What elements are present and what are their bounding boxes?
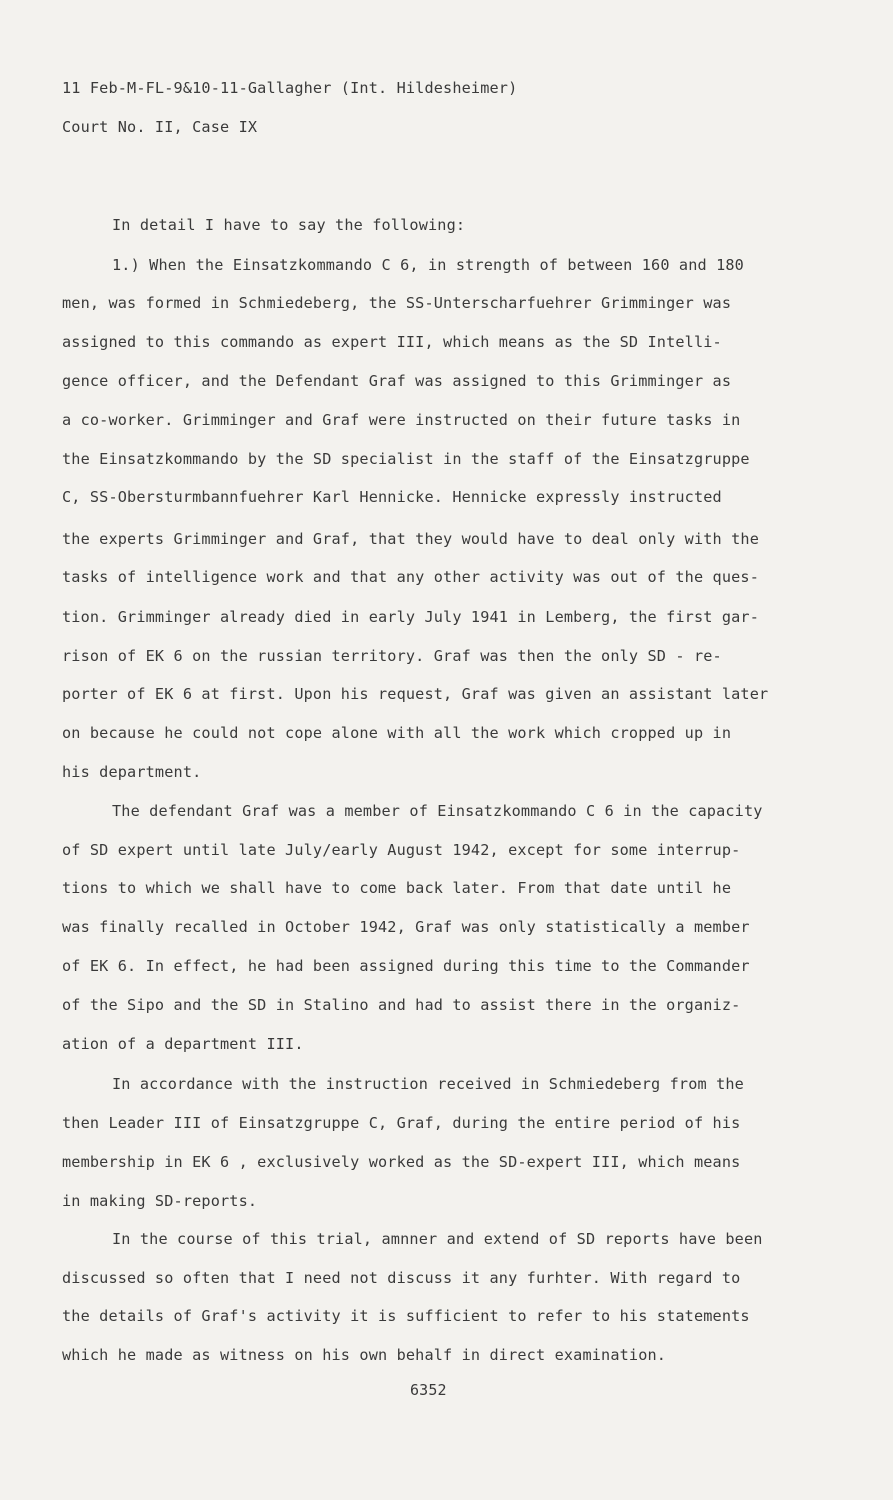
body-line: membership in EK 6 , exclusively worked as the SD-expert III, which means [62, 1153, 741, 1171]
body-line: which he made as witness on his own behalf in direct examination. [62, 1346, 667, 1364]
body-line: a co-worker. Grimminger and Graf were instructed on their future tasks in [62, 411, 741, 429]
body-line: then Leader III of Einsatzgruppe C, Graf, during the entire period of his [62, 1114, 741, 1132]
body-line: of EK 6. In effect, he had been assigned during this time to the Commander [62, 957, 750, 975]
body-line: ation of a department III. [62, 1035, 304, 1053]
body-line: assigned to this commando as expert III, which means as the SD Intelli- [62, 333, 722, 351]
body-line: rison of EK 6 on the russian territory. Graf was then the only SD - re- [62, 647, 722, 665]
body-line: the experts Grimminger and Graf, that they would have to deal only with the [62, 530, 760, 548]
body-line: tions to which we shall have to come back later. From that date until he [62, 879, 732, 897]
body-line: The defendant Graf was a member of Einsatzkommando C 6 in the capacity [112, 802, 763, 820]
body-line: the Einsatzkommando by the SD specialist in the staff of the Einsatzgruppe [62, 450, 750, 468]
body-line: of the Sipo and the SD in Stalino and had to assist there in the organiz- [62, 996, 741, 1014]
body-line: gence officer, and the Defendant Graf was assigned to this Grimminger as [62, 372, 732, 390]
body-line: was finally recalled in October 1942, Graf was only statistically a member [62, 918, 750, 936]
body-line: of SD expert until late July/early August 1942, except for some interrup- [62, 841, 741, 859]
body-line: 1.) When the Einsatzkommando C 6, in strength of between 160 and 180 [112, 256, 744, 274]
body-line: tion. Grimminger already died in early July 1941 in Lemberg, the first gar- [62, 608, 760, 626]
body-line: the details of Graf's activity it is sufficient to refer to his statements [62, 1307, 750, 1325]
body-line: C, SS-Obersturmbannfuehrer Karl Hennicke. Hennicke expressly instructed [62, 488, 722, 506]
body-line: on because he could not cope alone with all the work which cropped up in [62, 724, 732, 742]
body-line: men, was formed in Schmiedeberg, the SS-Unterscharfuehrer Grimminger was [62, 294, 732, 312]
body-line: in making SD-reports. [62, 1192, 258, 1210]
body-line: discussed so often that I need not discuss it any furhter. With regard to [62, 1269, 741, 1287]
body-line: porter of EK 6 at first. Upon his request, Graf was given an assistant later [62, 685, 769, 703]
page-number: 6352 [410, 1381, 447, 1399]
body-line: In accordance with the instruction received in Schmiedeberg from the [112, 1075, 744, 1093]
body-line: his department. [62, 763, 202, 781]
document-reference: 11 Feb-M-FL-9&10-11-Gallagher (Int. Hildesheimer) [62, 79, 518, 97]
body-line: In the course of this trial, amnner and extend of SD reports have been [112, 1230, 763, 1248]
body-line: In detail I have to say the following: [112, 216, 466, 234]
court-designation: Court No. II, Case IX [62, 118, 258, 136]
body-line: tasks of intelligence work and that any other activity was out of the ques- [62, 568, 760, 586]
